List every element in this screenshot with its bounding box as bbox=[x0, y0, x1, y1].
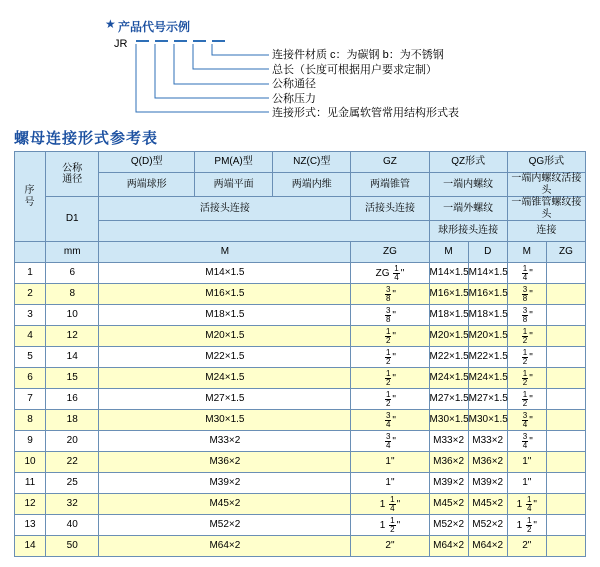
cell-qg-m: $\frac{3}{8}$ " bbox=[507, 305, 546, 326]
cell-nominal-diameter: 15 bbox=[46, 368, 99, 389]
cell-gz-zg: 1 $\frac{1}{4}$ " bbox=[351, 494, 429, 515]
cell-qd-m: M27×1.5 bbox=[99, 389, 351, 410]
th-qg-connection: 连接 bbox=[507, 221, 585, 242]
cell-qg-zg bbox=[546, 515, 585, 536]
cell-index: 4 bbox=[15, 326, 46, 347]
cell-nominal-diameter: 22 bbox=[46, 452, 99, 473]
cell-qg-m: 1" bbox=[507, 452, 546, 473]
th-gz-type: GZ bbox=[351, 152, 429, 173]
cell-qd-m: M18×1.5 bbox=[99, 305, 351, 326]
th-index bbox=[15, 152, 46, 242]
cell-gz-zg: $\frac{1}{2}$ " bbox=[351, 347, 429, 368]
table-row bbox=[15, 389, 586, 410]
legend-label-list bbox=[272, 48, 459, 121]
cell-index: 2 bbox=[15, 284, 46, 305]
th-unit-index bbox=[15, 242, 46, 263]
cell-index: 7 bbox=[15, 389, 46, 410]
legend-title: 产品代号示例 bbox=[118, 20, 191, 34]
cell-qz-m: M24×1.5 bbox=[429, 368, 468, 389]
nut-connection-table bbox=[14, 151, 586, 557]
table-row bbox=[15, 410, 586, 431]
cell-gz-zg: $\frac{3}{4}$ " bbox=[351, 431, 429, 452]
th-union-connection-mid: 活接头连接 bbox=[351, 197, 429, 221]
cell-qz-m: M64×2 bbox=[429, 536, 468, 557]
cell-qz-m: M36×2 bbox=[429, 452, 468, 473]
cell-qg-m: $\frac{3}{4}$ " bbox=[507, 431, 546, 452]
table-header-row-units bbox=[15, 242, 586, 263]
th-pma-desc: 两端平面 bbox=[194, 173, 272, 197]
cell-qz-d: M45×2 bbox=[468, 494, 507, 515]
cell-qg-zg bbox=[546, 305, 585, 326]
cell-index: 14 bbox=[15, 536, 46, 557]
cell-gz-zg: 1 $\frac{1}{2}$ " bbox=[351, 515, 429, 536]
cell-qd-m: M30×1.5 bbox=[99, 410, 351, 431]
cell-qg-m: $\frac{1}{2}$ " bbox=[507, 326, 546, 347]
th-qz-external-thread: 一端外螺纹 bbox=[429, 197, 507, 221]
cell-qz-m: M14×1.5 bbox=[429, 263, 468, 284]
cell-nominal-diameter: 10 bbox=[46, 305, 99, 326]
cell-qz-m: M33×2 bbox=[429, 431, 468, 452]
code-prefix: JR bbox=[114, 38, 128, 50]
cell-qd-m: M20×1.5 bbox=[99, 326, 351, 347]
cell-qz-d: M64×2 bbox=[468, 536, 507, 557]
th-qz-desc: 一端内螺纹 bbox=[429, 173, 507, 197]
table-row bbox=[15, 347, 586, 368]
cell-gz-zg: $\frac{3}{4}$ " bbox=[351, 410, 429, 431]
cell-qd-m: M45×2 bbox=[99, 494, 351, 515]
th-unit-m: M bbox=[99, 242, 351, 263]
cell-index: 12 bbox=[15, 494, 46, 515]
th-unit-qz-m: M bbox=[429, 242, 468, 263]
cell-qz-d: M52×2 bbox=[468, 515, 507, 536]
th-nzc-desc: 两端内维 bbox=[273, 173, 351, 197]
cell-qg-m: 1 $\frac{1}{4}$ " bbox=[507, 494, 546, 515]
table-row bbox=[15, 263, 586, 284]
cell-qz-m: M45×2 bbox=[429, 494, 468, 515]
cell-index: 8 bbox=[15, 410, 46, 431]
table-header-row-2 bbox=[15, 173, 586, 197]
cell-gz-zg: $\frac{1}{2}$ " bbox=[351, 368, 429, 389]
th-pma-type: PM(A)型 bbox=[194, 152, 272, 173]
cell-qz-d: M22×1.5 bbox=[468, 347, 507, 368]
cell-nominal-diameter: 50 bbox=[46, 536, 99, 557]
th-nzc-type: NZ(C)型 bbox=[273, 152, 351, 173]
cell-qd-m: M14×1.5 bbox=[99, 263, 351, 284]
cell-qg-m: 2" bbox=[507, 536, 546, 557]
cell-index: 13 bbox=[15, 515, 46, 536]
cell-qz-m: M16×1.5 bbox=[429, 284, 468, 305]
cell-gz-zg: 1" bbox=[351, 452, 429, 473]
th-dn-d1: D1 bbox=[46, 197, 99, 242]
cell-qd-m: M24×1.5 bbox=[99, 368, 351, 389]
cell-nominal-diameter: 20 bbox=[46, 431, 99, 452]
cell-qg-zg bbox=[546, 431, 585, 452]
cell-qg-zg bbox=[546, 326, 585, 347]
table-row bbox=[15, 326, 586, 347]
cell-nominal-diameter: 6 bbox=[46, 263, 99, 284]
cell-qg-m: $\frac{3}{4}$ " bbox=[507, 410, 546, 431]
product-code-legend bbox=[0, 0, 600, 119]
cell-index: 9 bbox=[15, 431, 46, 452]
section-title: 螺母连接形式参考表 bbox=[14, 130, 159, 147]
cell-qz-m: M22×1.5 bbox=[429, 347, 468, 368]
cell-nominal-diameter: 16 bbox=[46, 389, 99, 410]
table-header-row-3 bbox=[15, 197, 586, 221]
table-row bbox=[15, 305, 586, 326]
cell-qd-m: M52×2 bbox=[99, 515, 351, 536]
legend-label-connection-type: 连接形式：见金属软管常用结构形式表 bbox=[272, 107, 459, 119]
cell-qg-m: 1 $\frac{1}{2}$ " bbox=[507, 515, 546, 536]
cell-qz-m: M52×2 bbox=[429, 515, 468, 536]
table-body bbox=[15, 263, 586, 557]
cell-index: 6 bbox=[15, 368, 46, 389]
table-header-row bbox=[15, 152, 586, 173]
th-index-line1: 序 bbox=[24, 185, 36, 196]
cell-qg-m: $\frac{3}{8}$ " bbox=[507, 284, 546, 305]
table-row bbox=[15, 494, 586, 515]
cell-qd-m: M16×1.5 bbox=[99, 284, 351, 305]
cell-gz-zg: $\frac{1}{2}$ " bbox=[351, 389, 429, 410]
cell-gz-zg: ZG $\frac{1}{4}$ " bbox=[351, 263, 429, 284]
table-row bbox=[15, 515, 586, 536]
cell-qg-zg bbox=[546, 452, 585, 473]
cell-qg-zg bbox=[546, 284, 585, 305]
cell-qz-m: M18×1.5 bbox=[429, 305, 468, 326]
cell-qg-zg bbox=[546, 263, 585, 284]
cell-qz-m: M30×1.5 bbox=[429, 410, 468, 431]
cell-qz-d: M36×2 bbox=[468, 452, 507, 473]
th-qg-taper-thread: 一端锥管螺纹接头 bbox=[507, 197, 585, 221]
table-row bbox=[15, 473, 586, 494]
cell-qz-d: M18×1.5 bbox=[468, 305, 507, 326]
cell-gz-zg: $\frac{1}{2}$ " bbox=[351, 326, 429, 347]
cell-qg-m: $\frac{1}{2}$ " bbox=[507, 389, 546, 410]
th-union-connection-left: 活接头连接 bbox=[99, 197, 351, 221]
th-unit-qg-zg: ZG bbox=[546, 242, 585, 263]
th-qg-desc: 一端内螺纹活接头 bbox=[507, 173, 585, 197]
th-qz-type: QZ形式 bbox=[429, 152, 507, 173]
th-dn-line1: 公称 bbox=[62, 162, 83, 174]
th-qd-type: Q(D)型 bbox=[99, 152, 195, 173]
cell-index: 11 bbox=[15, 473, 46, 494]
cell-qz-d: M24×1.5 bbox=[468, 368, 507, 389]
th-unit-mm: mm bbox=[46, 242, 99, 263]
cell-qz-m: M39×2 bbox=[429, 473, 468, 494]
cell-index: 5 bbox=[15, 347, 46, 368]
cell-qz-d: M20×1.5 bbox=[468, 326, 507, 347]
cell-qg-zg bbox=[546, 389, 585, 410]
cell-index: 3 bbox=[15, 305, 46, 326]
th-gz-desc: 两端锥管 bbox=[351, 173, 429, 197]
table-row bbox=[15, 368, 586, 389]
th-qd-desc: 两端球形 bbox=[99, 173, 195, 197]
cell-gz-zg: $\frac{3}{8}$ " bbox=[351, 284, 429, 305]
th-unit-qz-d: D bbox=[468, 242, 507, 263]
cell-qg-m: $\frac{1}{2}$ " bbox=[507, 368, 546, 389]
cell-qz-m: M27×1.5 bbox=[429, 389, 468, 410]
legend-label-nominal-diameter: 公称通径 bbox=[272, 78, 316, 90]
cell-qg-m: $\frac{1}{4}$ " bbox=[507, 263, 546, 284]
cell-qg-zg bbox=[546, 410, 585, 431]
cell-qg-m: 1" bbox=[507, 473, 546, 494]
cell-gz-zg: 2" bbox=[351, 536, 429, 557]
cell-qd-m: M33×2 bbox=[99, 431, 351, 452]
cell-index: 10 bbox=[15, 452, 46, 473]
cell-gz-zg: $\frac{3}{8}$ " bbox=[351, 305, 429, 326]
legend-label-nominal-pressure: 公称压力 bbox=[272, 92, 316, 105]
cell-qz-d: M27×1.5 bbox=[468, 389, 507, 410]
cell-qz-d: M14×1.5 bbox=[468, 263, 507, 284]
cell-nominal-diameter: 8 bbox=[46, 284, 99, 305]
cell-nominal-diameter: 40 bbox=[46, 515, 99, 536]
cell-gz-zg: 1" bbox=[351, 473, 429, 494]
cell-qd-m: M22×1.5 bbox=[99, 347, 351, 368]
table-header-row-4 bbox=[15, 221, 586, 242]
table-row bbox=[15, 431, 586, 452]
cell-nominal-diameter: 18 bbox=[46, 410, 99, 431]
cell-qz-d: M30×1.5 bbox=[468, 410, 507, 431]
cell-qz-d: M16×1.5 bbox=[468, 284, 507, 305]
cell-qd-m: M36×2 bbox=[99, 452, 351, 473]
th-blank-left bbox=[99, 221, 429, 242]
cell-nominal-diameter: 32 bbox=[46, 494, 99, 515]
cell-qz-d: M39×2 bbox=[468, 473, 507, 494]
cell-qd-m: M39×2 bbox=[99, 473, 351, 494]
cell-qg-zg bbox=[546, 368, 585, 389]
th-dn-line2: 通径 bbox=[62, 174, 83, 185]
th-nominal-diameter bbox=[46, 152, 99, 197]
legend-label-total-length: 总长（长度可根据用户要求定制） bbox=[272, 63, 437, 76]
cell-qz-m: M20×1.5 bbox=[429, 326, 468, 347]
cell-index: 1 bbox=[15, 263, 46, 284]
th-index-line2: 号 bbox=[24, 196, 36, 208]
legend-label-material: 连接件材质 c：为碳钢 b：为不锈钢 bbox=[272, 49, 444, 61]
cell-nominal-diameter: 14 bbox=[46, 347, 99, 368]
th-unit-zg: ZG bbox=[351, 242, 429, 263]
cell-qz-d: M33×2 bbox=[468, 431, 507, 452]
cell-qg-m: $\frac{1}{2}$ " bbox=[507, 347, 546, 368]
cell-nominal-diameter: 12 bbox=[46, 326, 99, 347]
table-row bbox=[15, 284, 586, 305]
star-icon: ★ bbox=[105, 17, 116, 31]
cell-qd-m: M64×2 bbox=[99, 536, 351, 557]
cell-nominal-diameter: 25 bbox=[46, 473, 99, 494]
table-row bbox=[15, 452, 586, 473]
th-qz-ball-joint: 球形接头连接 bbox=[429, 221, 507, 242]
th-qg-type: QG形式 bbox=[507, 152, 585, 173]
table-row bbox=[15, 536, 586, 557]
cell-qg-zg bbox=[546, 536, 585, 557]
th-unit-qg-m: M bbox=[507, 242, 546, 263]
cell-qg-zg bbox=[546, 473, 585, 494]
cell-qg-zg bbox=[546, 494, 585, 515]
cell-qg-zg bbox=[546, 347, 585, 368]
